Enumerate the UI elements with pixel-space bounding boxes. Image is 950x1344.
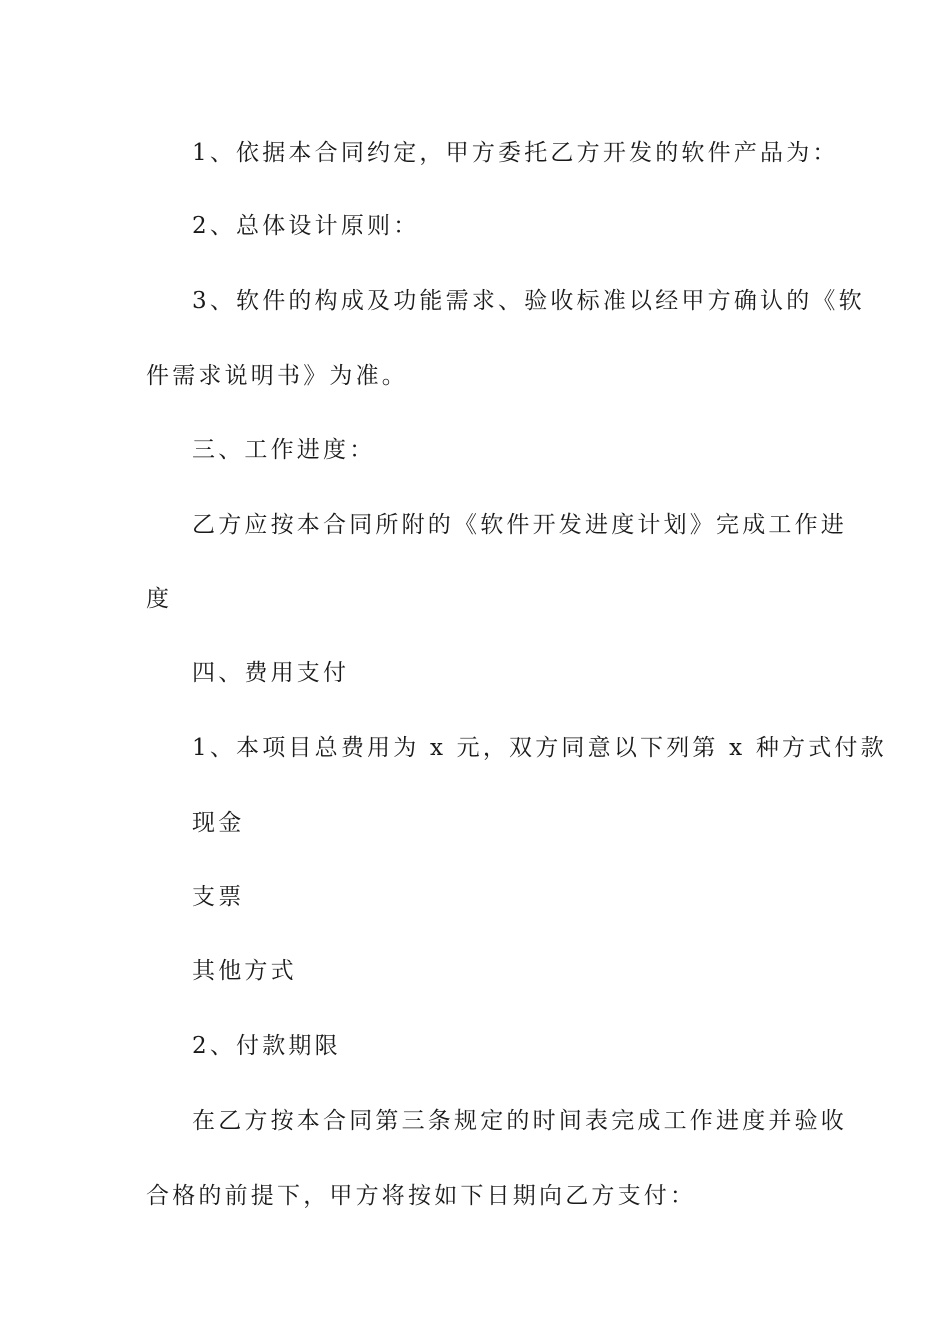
fee-clause-2-heading: 2、付款期限 bbox=[192, 1033, 341, 1059]
schedule-paragraph-line-2: 度 bbox=[146, 586, 173, 612]
clause-3-line-2: 件需求说明书》为准。 bbox=[146, 363, 408, 389]
section-3-heading: 三、工作进度： bbox=[192, 437, 376, 463]
section-4-heading: 四、费用支付 bbox=[192, 660, 350, 686]
payment-term-line-2: 合格的前提下，甲方将按如下日期向乙方支付： bbox=[146, 1183, 697, 1209]
payment-option-other: 其他方式 bbox=[192, 958, 297, 984]
clause-1-line: 1、依据本合同约定，甲方委托乙方开发的软件产品为： bbox=[192, 140, 839, 166]
fee-clause-1-line: 1、本项目总费用为 x 元，双方同意以下列第 x 种方式付款 bbox=[192, 735, 887, 761]
payment-term-line-1: 在乙方按本合同第三条规定的时间表完成工作进度并验收 bbox=[192, 1108, 847, 1134]
schedule-paragraph-line-1: 乙方应按本合同所附的《软件开发进度计划》完成工作进 bbox=[192, 512, 847, 538]
clause-2-line: 2、总体设计原则： bbox=[192, 213, 420, 239]
payment-option-cash: 现金 bbox=[192, 810, 245, 836]
payment-option-check: 支票 bbox=[192, 884, 245, 910]
clause-3-line-1: 3、软件的构成及功能需求、验收标准以经甲方确认的《软 bbox=[192, 288, 865, 314]
